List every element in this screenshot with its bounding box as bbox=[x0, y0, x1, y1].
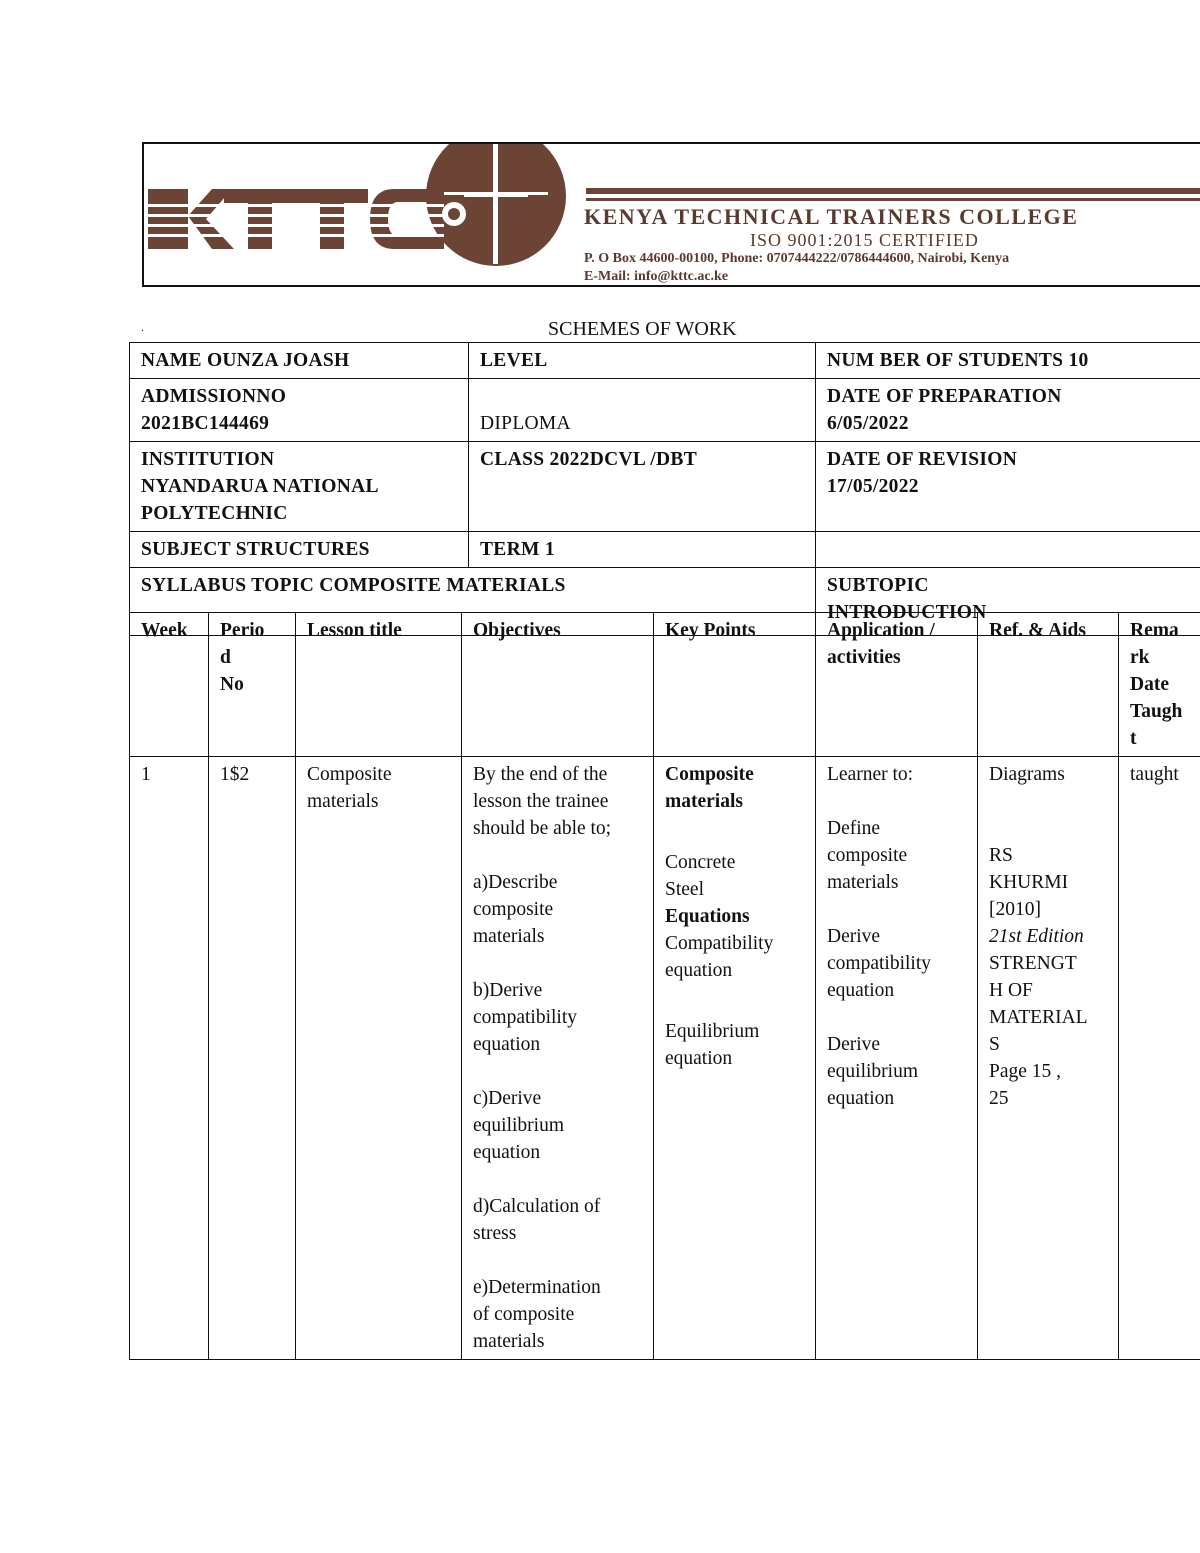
num-students-cell: NUM BER OF STUDENTS 10 bbox=[816, 343, 1200, 379]
class-cell: CLASS 2022DCVL /DBT bbox=[469, 442, 816, 532]
term-cell: TERM 1 bbox=[469, 532, 816, 568]
subtopic: INTRODUCTION bbox=[827, 602, 987, 623]
objective-line: should be able to; bbox=[473, 818, 612, 839]
objective-line: stress bbox=[473, 1223, 517, 1244]
col-key-points: Key Points bbox=[654, 613, 816, 757]
objective-line: b)Derive bbox=[473, 980, 543, 1001]
key-point: Equilibrium bbox=[665, 1021, 760, 1042]
subject-cell: SUBJECT STRUCTURES bbox=[130, 532, 469, 568]
col-remark-line: Date bbox=[1130, 674, 1169, 695]
col-period-line: d bbox=[220, 647, 231, 668]
objective-line: compatibility bbox=[473, 1007, 577, 1028]
ref-line: MATERIAL bbox=[989, 1007, 1088, 1028]
institution-cell bbox=[130, 442, 469, 532]
institution-line-1: NYANDARUA NATIONAL bbox=[141, 476, 379, 497]
document-title: SCHEMES OF WORK bbox=[548, 318, 737, 340]
col-week: Week bbox=[130, 613, 209, 757]
ref-line: H OF bbox=[989, 980, 1033, 1001]
contact-info bbox=[584, 250, 1009, 286]
objective-line: e)Determination bbox=[473, 1277, 601, 1298]
info-table bbox=[129, 342, 1200, 636]
key-point: Concrete bbox=[665, 852, 736, 873]
empty-cell bbox=[816, 532, 1200, 568]
application-line: composite bbox=[827, 845, 908, 866]
ref-line: STRENGT bbox=[989, 953, 1077, 974]
col-period-line: No bbox=[220, 674, 244, 695]
lesson-line: materials bbox=[307, 791, 379, 812]
col-objectives: Objectives bbox=[462, 613, 654, 757]
ref-line: S bbox=[989, 1034, 1000, 1055]
email-address: E-Mail: info@kttc.ac.ke bbox=[584, 269, 729, 284]
application-line: Derive bbox=[827, 926, 881, 947]
subtopic-label: SUBTOPIC bbox=[827, 575, 929, 596]
key-point-heading: Equations bbox=[665, 906, 750, 927]
ref-line: 25 bbox=[989, 1088, 1009, 1109]
objective-line: composite bbox=[473, 899, 554, 920]
schedule-table bbox=[129, 612, 1200, 1360]
objective-line: materials bbox=[473, 926, 545, 947]
date-revision-label: DATE OF REVISION bbox=[827, 449, 1018, 470]
remark-value: taught bbox=[1119, 757, 1200, 1360]
key-point: Steel bbox=[665, 879, 704, 900]
date-revision: 17/05/2022 bbox=[827, 476, 919, 497]
objective-line: lesson the trainee bbox=[473, 791, 609, 812]
syllabus-topic-cell: SYLLABUS TOPIC COMPOSITE MATERIALS bbox=[130, 568, 816, 636]
level-label-cell: LEVEL bbox=[469, 343, 816, 379]
objective-line: equation bbox=[473, 1034, 541, 1055]
objective-line: d)Calculation of bbox=[473, 1196, 601, 1217]
objective-line: By the end of the bbox=[473, 764, 608, 785]
col-remark-line: t bbox=[1130, 728, 1137, 749]
ref-aids-value bbox=[978, 757, 1119, 1360]
objective-line: equilibrium bbox=[473, 1115, 564, 1136]
lesson-title-value bbox=[296, 757, 462, 1360]
name-cell: NAME OUNZA JOASH bbox=[130, 343, 469, 379]
objective-line: materials bbox=[473, 1331, 545, 1352]
postal-address: P. O Box 44600-00100, Phone: 0707444222/0786444600, Nairobi, Kenya bbox=[584, 251, 1010, 266]
col-application-line: activities bbox=[827, 647, 901, 668]
col-period bbox=[209, 613, 296, 757]
level-value: DIPLOMA bbox=[480, 413, 571, 434]
date-revision-cell bbox=[816, 442, 1200, 532]
ref-line: [2010] bbox=[989, 899, 1041, 920]
institution-line-2: POLYTECHNIC bbox=[141, 503, 288, 524]
col-remark-line: rk bbox=[1130, 647, 1150, 668]
period-value: 1$2 bbox=[209, 757, 296, 1360]
application-line: Derive bbox=[827, 1034, 881, 1055]
col-remark bbox=[1119, 613, 1200, 757]
week-value: 1 bbox=[130, 757, 209, 1360]
objectives-value bbox=[462, 757, 654, 1360]
admission-number: 2021BC144469 bbox=[141, 413, 270, 434]
college-name: KENYA TECHNICAL TRAINERS COLLEGE bbox=[584, 204, 1079, 229]
ref-line-edition: 21st Edition bbox=[989, 926, 1084, 947]
application-line: materials bbox=[827, 872, 899, 893]
col-ref-aids: Ref. & Aids bbox=[978, 613, 1119, 757]
date-preparation-label: DATE OF PREPARATION bbox=[827, 386, 1062, 407]
application-line: equation bbox=[827, 1088, 895, 1109]
objective-line: a)Describe bbox=[473, 872, 558, 893]
col-remark-line: Rema bbox=[1130, 620, 1179, 641]
ref-line: Page 15 , bbox=[989, 1061, 1062, 1082]
application-value bbox=[816, 757, 978, 1360]
application-line: equation bbox=[827, 980, 895, 1001]
ref-line: RS bbox=[989, 845, 1013, 866]
key-points-value bbox=[654, 757, 816, 1360]
application-line: Learner to: bbox=[827, 764, 914, 785]
admission-cell bbox=[130, 379, 469, 442]
key-point-heading: materials bbox=[665, 791, 743, 812]
lesson-line: Composite bbox=[307, 764, 392, 785]
schedule-row bbox=[130, 757, 1200, 1360]
col-remark-line: Taugh bbox=[1130, 701, 1183, 722]
col-lesson-title: Lesson title bbox=[296, 613, 462, 757]
date-preparation-cell bbox=[816, 379, 1200, 442]
institution-label: INSTITUTION bbox=[141, 449, 275, 470]
iso-certification: ISO 9001:2015 CERTIFIED bbox=[750, 230, 979, 250]
objective-line: c)Derive bbox=[473, 1088, 542, 1109]
date-preparation: 6/05/2022 bbox=[827, 413, 909, 434]
col-period-line: Perio bbox=[220, 620, 265, 641]
application-line: Define bbox=[827, 818, 881, 839]
col-application bbox=[816, 613, 978, 757]
objective-line: equation bbox=[473, 1142, 541, 1163]
letterhead bbox=[142, 142, 1200, 287]
col-application-line: Application / bbox=[827, 620, 935, 641]
key-point: equation bbox=[665, 1048, 733, 1069]
objective-line: of composite bbox=[473, 1304, 575, 1325]
key-point: equation bbox=[665, 960, 733, 981]
application-line: equilibrium bbox=[827, 1061, 918, 1082]
paragraph-marker: . bbox=[141, 320, 144, 334]
ref-line: Diagrams bbox=[989, 764, 1065, 785]
admission-label: ADMISSIONNO bbox=[141, 386, 287, 407]
application-line: compatibility bbox=[827, 953, 931, 974]
ref-line: KHURMI bbox=[989, 872, 1069, 893]
schedule-header-row bbox=[130, 613, 1200, 757]
key-point: Compatibility bbox=[665, 933, 774, 954]
level-value-cell bbox=[469, 379, 816, 442]
key-point-heading: Composite bbox=[665, 764, 754, 785]
